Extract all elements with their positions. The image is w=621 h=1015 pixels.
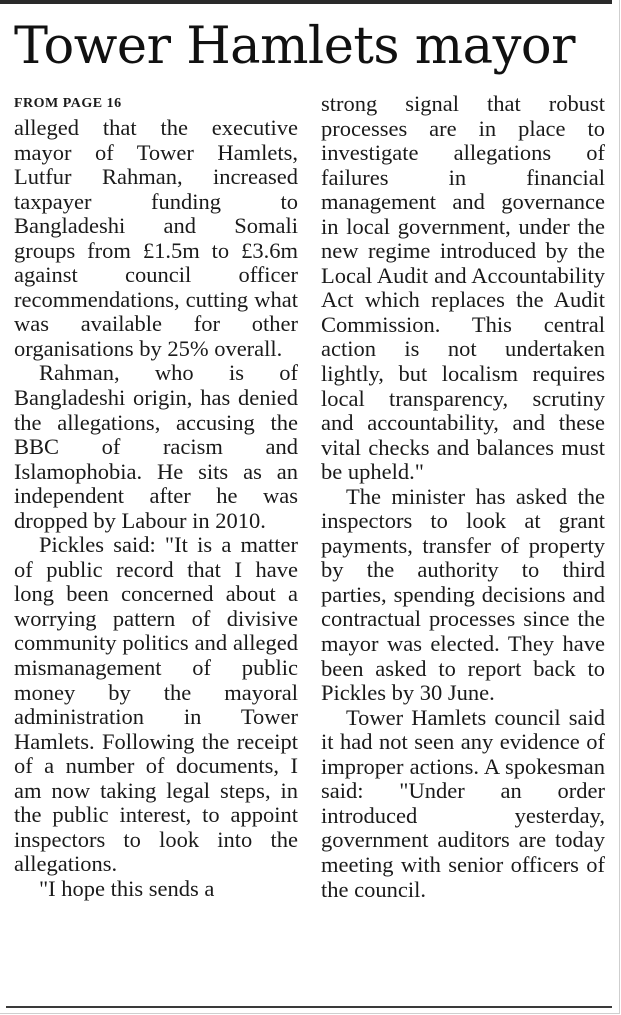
headline: Tower Hamlets mayor bbox=[14, 17, 575, 76]
paragraph: Rahman, who is of Bangladeshi origin, has denied the allegations, accusing the BBC of racism and Islamophobia. He sits as an independent after he was dropped by Labour in 2010. bbox=[14, 360, 298, 533]
paragraph: Tower Hamlets council said it had not seen any evidence of improper actions. A spokesman said: "Under an order introduced yesterday, government auditors are today meeting with senior officers of the council. bbox=[321, 704, 605, 902]
left-column bbox=[14, 92, 298, 902]
paragraph: Pickles said: "It is a matter of public record that I have long been concerned about a worrying pattern of divisive community politics and alleged mismanagement of public money by the mayoral administration in Tower Hamlets. Following the receipt of a number of documents, I am now taking legal steps, in the public interest, to appoint inspectors to look into the allegations. bbox=[14, 532, 298, 877]
right-column bbox=[321, 92, 605, 902]
paragraph: "I hope this sends a bbox=[39, 875, 215, 901]
top-rule bbox=[0, 0, 612, 4]
paragraph: The minister has asked the inspectors to look at grant payments, transfer of property by the authority to third parties, spending decisions and contractual processes since the mayor was elected. They have been asked to report back to Pickles by 30 June. bbox=[321, 483, 605, 706]
paragraph: alleged that the executive mayor of Tower Hamlets, Lutfur Rahman, increased taxpayer funding to Bangladeshi and Somali groups from £1.5m to £3.6m against council officer recommendations, cutting what was available for other organisations by 25% overall. bbox=[14, 115, 298, 361]
bottom-rule bbox=[6, 1006, 612, 1008]
continuation-kicker: FROM PAGE 16 bbox=[14, 96, 122, 111]
paragraph: strong signal that robust processes are in place to investigate allegations of failures in financial management and governance in local government, under the new regime introduced by the Local Audit and Accountability Act which replaces the Audit Commission. This central action is not undertaken lightly, but localism requires local transparency, scrutiny and accountability, and these vital checks and balances must be upheld." bbox=[321, 91, 605, 485]
